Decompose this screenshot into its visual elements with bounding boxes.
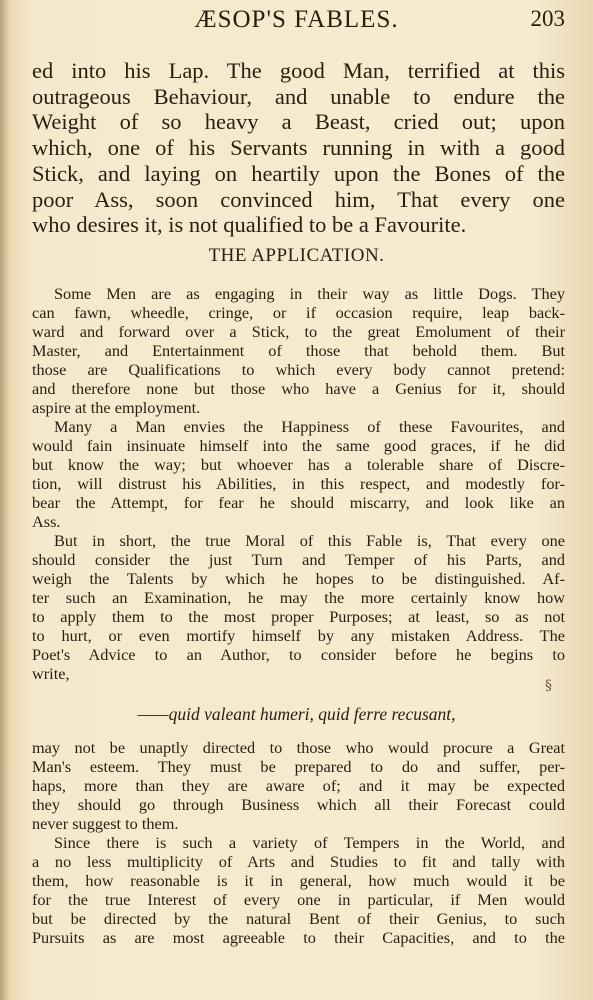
fable-line: ed into his Lap. The good Man, terrified at this — [32, 58, 565, 83]
text-line: weigh the Talents by which he hopes to be distinguished. Af- — [32, 569, 565, 588]
text-line: Some Men are as engaging in their way as little Dogs. They — [54, 284, 565, 303]
application-heading: THE APPLICATION. — [208, 245, 385, 266]
text-line: Master, and Entertainment of those that behold them. But — [32, 341, 565, 360]
text-line: them, how reasonable is it in general, how much would it be — [32, 871, 565, 890]
text-line: write, — [32, 664, 70, 683]
fable-line: who desires it, is not qualified to be a Favourite. — [32, 212, 467, 238]
page-number: 203 — [530, 6, 565, 31]
text-line: but know the way; but whoever has a tolerable share of Discre- — [32, 455, 565, 474]
margin-mark: § — [545, 678, 552, 694]
text-line: but be directed by the natural Bent of their Genius, to such — [32, 909, 565, 928]
text-line: ter such an Examination, he may the more certainly know how — [32, 588, 565, 607]
fable-text — [32, 58, 565, 238]
text-line: haps, more than they are aware of; and it may be expected — [32, 776, 565, 795]
fable-line: Stick, and laying on heartily upon the Bones of the — [32, 160, 565, 186]
text-line: would fain insinuate himself into the same good graces, if he did — [32, 436, 565, 455]
text-line: tion, will distrust his Abilities, in this respect, and modestly for- — [32, 474, 565, 493]
text-line: aspire at the employment. — [32, 398, 201, 417]
text-line: But in short, the true Moral of this Fable is, That every one — [54, 531, 565, 550]
fable-line: outrageous Behaviour, and unable to endure the — [32, 83, 565, 109]
latin-quote: ——quid valeant humeri, quid ferre recusant, — [137, 704, 456, 724]
fable-line: poor Ass, soon convinced him, That every one — [32, 186, 565, 212]
text-line: may not be unaptly directed to those who would procure a Great — [32, 738, 565, 757]
text-line: Pursuits as are most agreeable to their Capacities, and to the — [32, 928, 565, 947]
text-line: to hurt, or even mortify himself by any mistaken Address. The — [32, 626, 565, 645]
text-line: bear the Attempt, for fear he should miscarry, and look like an — [32, 493, 565, 512]
text-line: Man's esteem. They must be prepared to do and suffer, per- — [32, 757, 565, 776]
text-line: for the true Interest of every one in particular, if Men would — [32, 890, 565, 909]
running-head — [0, 4, 593, 34]
text-line: should consider the just Turn and Temper of his Parts, and — [32, 550, 565, 569]
text-line: those are Qualifications to which every body cannot pretend: — [32, 360, 565, 379]
application-text-2 — [32, 738, 565, 947]
fable-line: Weight of so heavy a Beast, cried out; upon — [32, 109, 565, 135]
text-line: Since there is such a variety of Tempers in the World, and — [54, 833, 565, 852]
text-line: Ass. — [32, 512, 61, 531]
running-title: ÆSOP'S FABLES. — [194, 6, 399, 33]
text-line: a no less multiplicity of Arts and Studies to fit and tally with — [32, 852, 565, 871]
text-line: Poet's Advice to an Author, to consider before he begins to — [32, 645, 565, 664]
text-line: Many a Man envies the Happiness of these Favourites, and — [54, 417, 565, 436]
text-line: they should go through Business which all their Forecast could — [32, 795, 565, 814]
text-line: to apply them to the most proper Purposes; at least, so as not — [32, 607, 565, 626]
text-line: can fawn, wheedle, cringe, or if occasion require, leap back- — [32, 303, 565, 322]
text-line: and therefore none but those who have a Genius for it, should — [32, 379, 565, 398]
text-line: never suggest to them. — [32, 814, 179, 833]
application-text-1 — [32, 284, 565, 683]
page-gutter-shadow — [0, 0, 10, 1000]
text-line: ward and forward over a Stick, to the great Emolument of their — [32, 322, 565, 341]
fable-line: which, one of his Servants running in with a good — [32, 135, 565, 161]
